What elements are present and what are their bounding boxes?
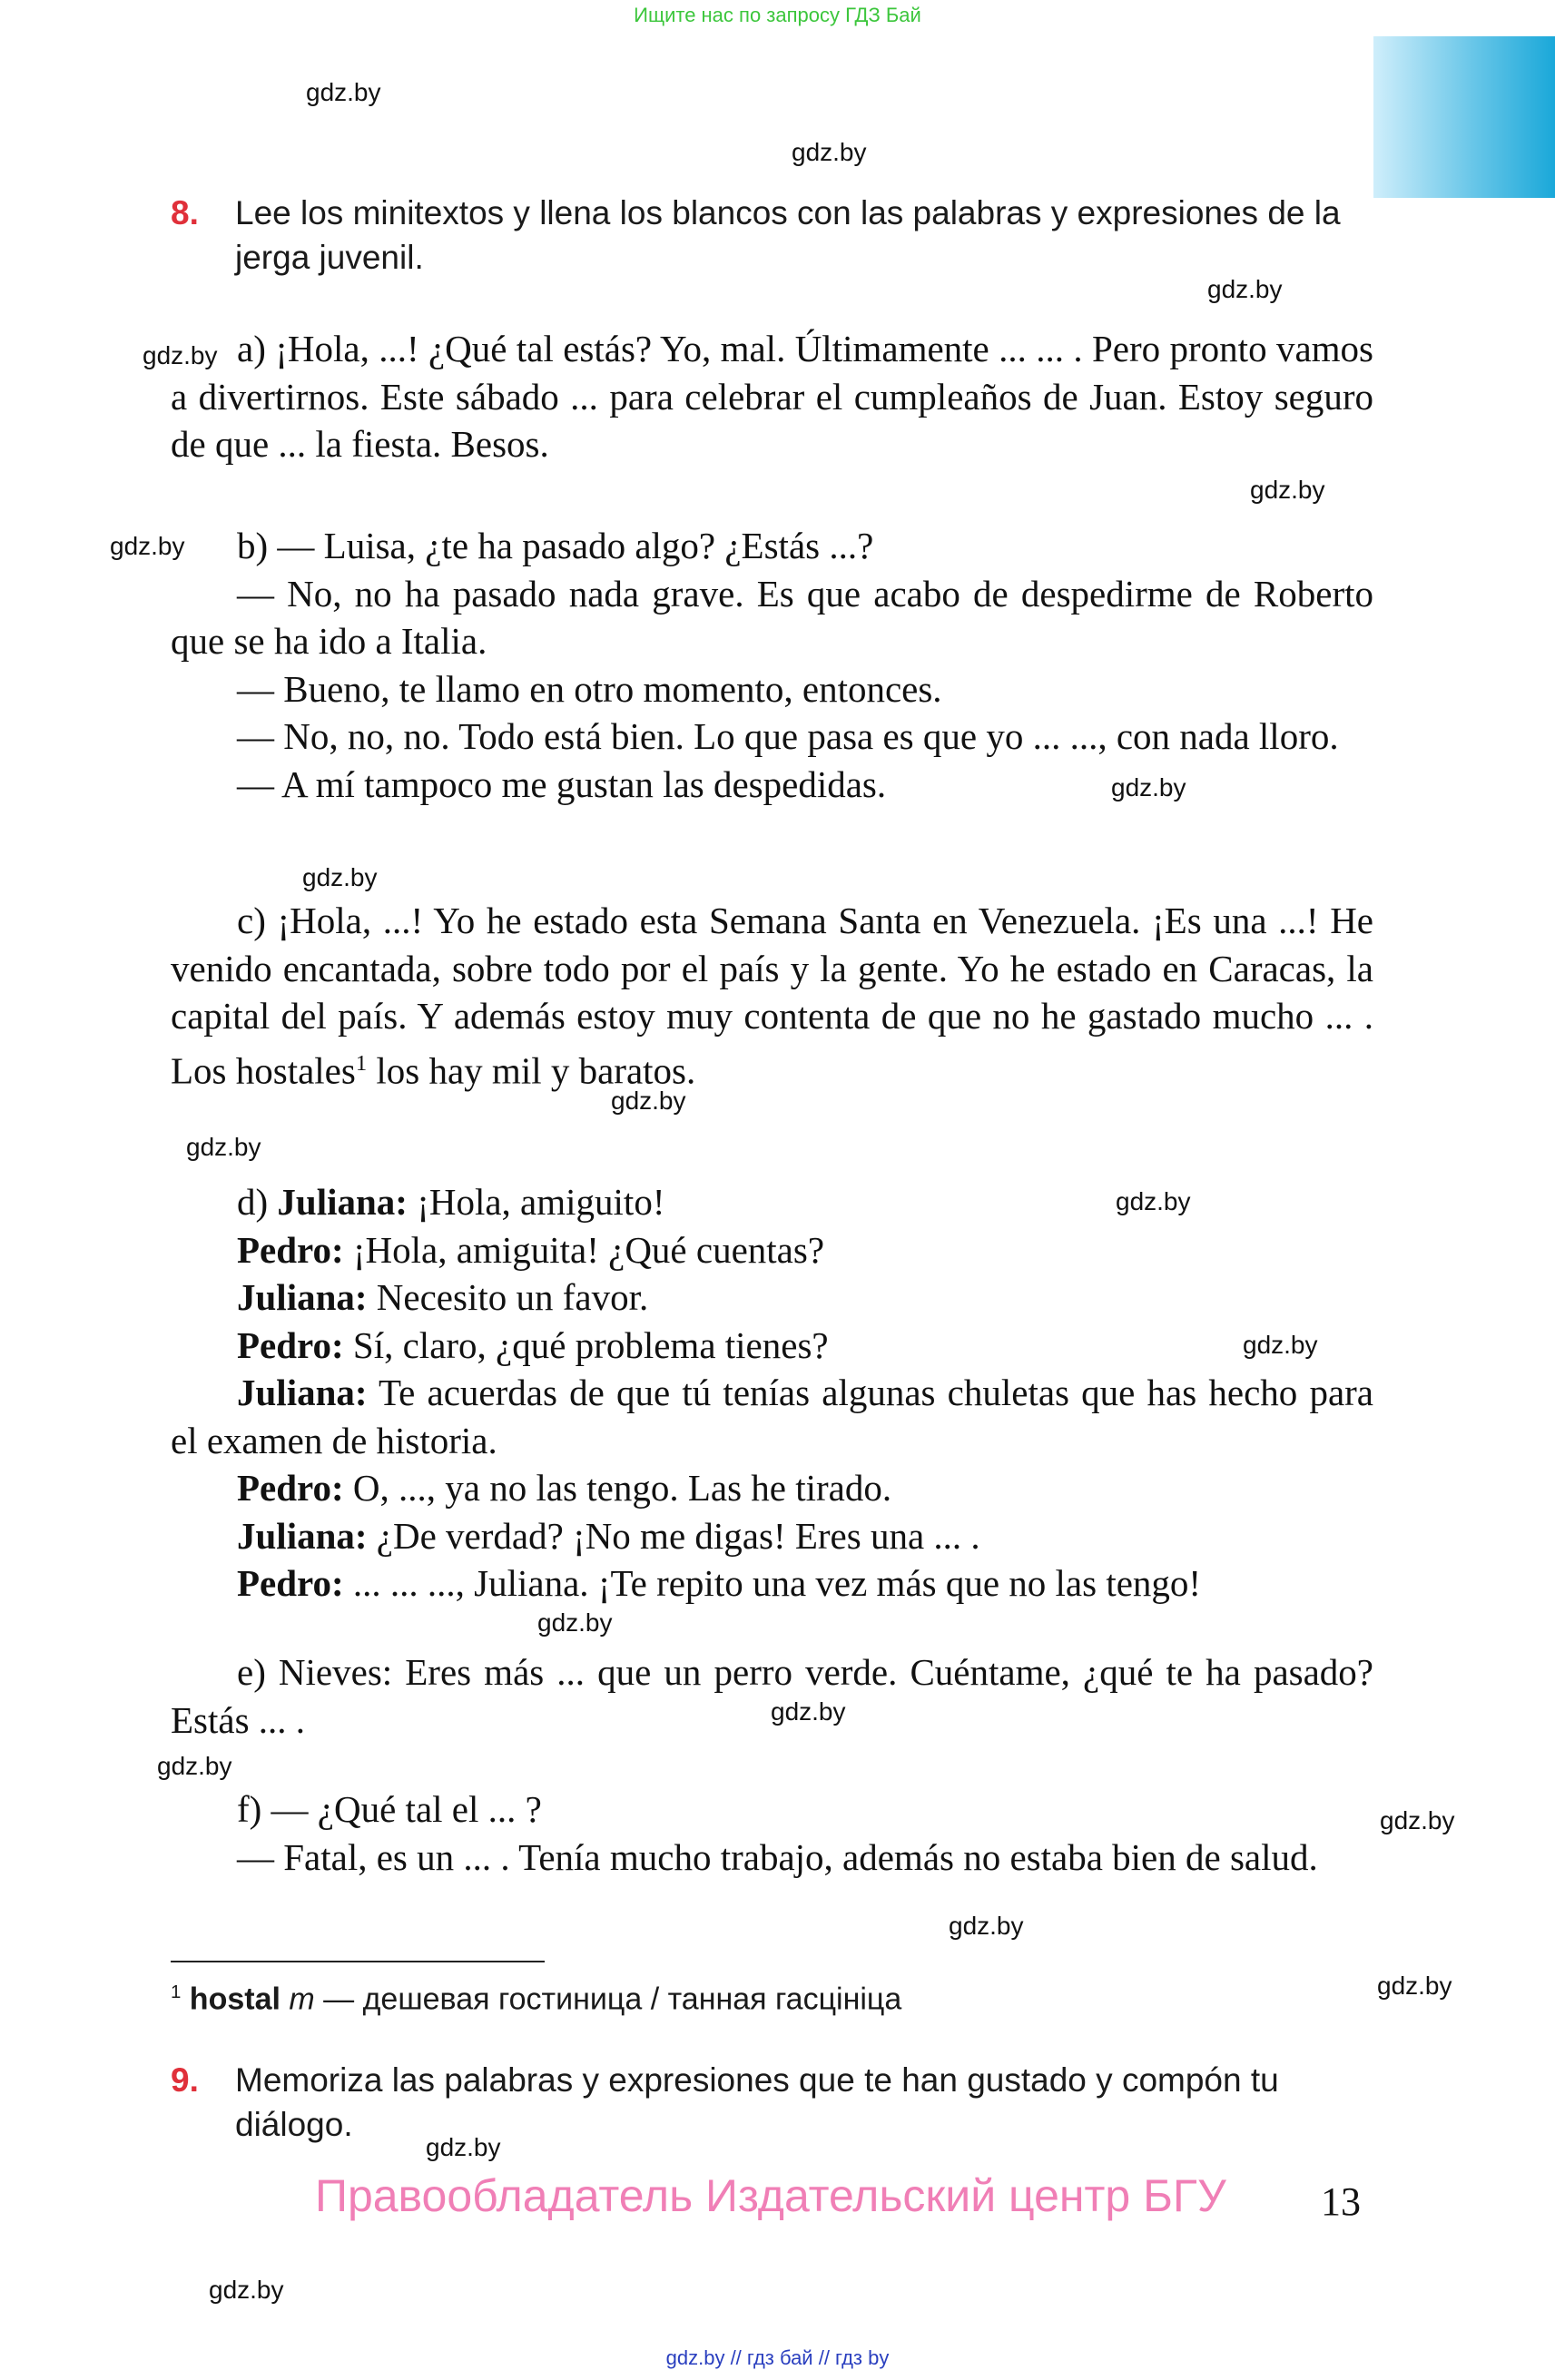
dialogue-line: Pedro: O, ..., ya no las tengo. Las he tirado. [237, 1467, 892, 1509]
watermark: gdz.by [771, 1697, 846, 1726]
dialogue-line: Pedro: Sí, claro, ¿qué problema tienes? [237, 1323, 829, 1366]
minitext-b-line: — A mí tampoco me gustan las despedidas. [237, 762, 887, 805]
minitext-f [171, 1785, 1373, 1881]
watermark: gdz.by [186, 1133, 261, 1161]
minitext-b-line: b) — Luisa, ¿te ha pasado algo? ¿Estás ...? [237, 525, 874, 566]
speaker: Juliana: [237, 1276, 368, 1318]
watermark: gdz.by [157, 1752, 232, 1780]
speaker: Juliana: [237, 1514, 368, 1557]
watermark: gdz.by [426, 2133, 501, 2161]
minitext-d [171, 1178, 1373, 1608]
footnote: $^1$ hostal m — дешевая гостиница / танная гасцініца [171, 1982, 902, 2017]
speaker: Juliana: [237, 1372, 368, 1413]
watermark: gdz.by [1250, 476, 1325, 504]
watermark: gdz.by [1243, 1331, 1318, 1359]
dialogue-line: Juliana: ¿De verdad? ¡No me digas! Eres una ... . [237, 1514, 980, 1557]
task-number-9: 9. [171, 2061, 199, 2099]
footnote-term: hostal [189, 1982, 280, 2017]
speaker: Pedro: [237, 1562, 344, 1604]
top-search-banner: Ищите нас по запросу ГДЗ Бай [634, 4, 921, 26]
watermark: gdz.by [1380, 1806, 1455, 1834]
watermark: gdz.by [1377, 1972, 1452, 2000]
minitext-f-line: f) — ¿Qué tal el ... ? [237, 1788, 542, 1830]
dialogue-line: Pedro: ¡Hola, amiguita! ¿Qué cuentas? [237, 1228, 825, 1271]
watermark: gdz.by [110, 532, 185, 560]
page-number: 13 [1321, 2179, 1361, 2224]
minitext-e [171, 1648, 1373, 1744]
task-9-instruction: Memoriza las palabras y expresiones que te han gustado y compón tu diálogo. [235, 2061, 1279, 2143]
speaker: Pedro: [237, 1228, 344, 1271]
dialogue-line: d) Juliana: ¡Hola, amiguito! [237, 1181, 665, 1223]
minitext-a [171, 325, 1373, 468]
speaker: Pedro: [237, 1323, 344, 1366]
minitext-b-line: — Bueno, te llamo en otro momento, entonces. [237, 667, 942, 710]
dialogue-line: Juliana: Te acuerdas de que tú tenías algunas chuletas que has hecho para el examen de historia. [171, 1372, 1373, 1461]
minitext-b-line: — No, no ha pasado nada grave. Es que acabo de despedirme de Roberto que se ha ido a Italia. [171, 572, 1373, 662]
page-corner-tab [1373, 36, 1555, 198]
minitext-c-text: c) ¡Hola, ...! Yo he estado esta Semana Santa en Venezuela. ¡Es una ...! He venido encantada, sobre todo por el país y la gente. Yo he estado en Caracas, la capital del país. Y además estoy muy contenta de que no he gastado mucho ... . Los hostales$^1$ los hay mil y baratos. [171, 900, 1373, 1092]
watermark: gdz.by [1116, 1187, 1191, 1215]
dialogue-line: Pedro: ... ... ..., Juliana. ¡Te repito una vez más que no las tengo! [237, 1562, 1202, 1604]
footnote-divider [171, 1961, 545, 1962]
minitext-c [171, 897, 1373, 1095]
dialogue-line: Juliana: Necesito un favor. [237, 1276, 649, 1318]
watermark: gdz.by [1111, 773, 1186, 802]
watermark: gdz.by [143, 341, 218, 369]
watermark: gdz.by [209, 2276, 284, 2304]
footnote-translation: — дешевая гостиница / танная гасцініца [314, 1982, 902, 2017]
speaker: Juliana: [277, 1181, 408, 1223]
minitext-a-text: a) ¡Hola, ...! ¿Qué tal estás? Yo, mal. Últimamente ... ... . Pero pronto vamos a divertirnos. Este sábado ... para celebrar el cumpleaños de Juan. Estoy seguro de que ... la fiesta. Besos. [171, 328, 1373, 465]
watermark: gdz.by [302, 863, 378, 891]
watermark: gdz.by [306, 78, 381, 106]
watermark: gdz.by [792, 138, 867, 166]
footnote-ref: 1 [355, 1050, 368, 1076]
speaker: Pedro: [237, 1467, 344, 1509]
bottom-links[interactable]: gdz.by // гдз бай // гдз by [665, 2346, 890, 2369]
watermark: gdz.by [611, 1087, 686, 1115]
copyright-notice: Правообладатель Издательский центр БГУ [315, 2170, 1226, 2221]
minitext-b-line: — No, no, no. Todo está bien. Lo que pasa es que yo ... ..., con nada lloro. [237, 715, 1339, 757]
watermark: gdz.by [949, 1912, 1024, 1940]
minitext-f-line: — Fatal, es un ... . Tenía mucho trabajo, además no estaba bien de salud. [237, 1835, 1318, 1878]
watermark: gdz.by [537, 1608, 613, 1637]
task-8-instruction: Lee los minitextos y llena los blancos con las palabras y expresiones de la jerga juvenil. [235, 194, 1341, 276]
footnote-gender: m [289, 1982, 315, 2017]
minitext-e-text: e) Nieves: Eres más ... que un perro verde. Cuéntame, ¿qué te ha pasado? Estás ... . [171, 1651, 1373, 1741]
minitext-b [171, 522, 1373, 808]
watermark: gdz.by [1207, 275, 1283, 303]
task-number-8: 8. [171, 194, 199, 231]
